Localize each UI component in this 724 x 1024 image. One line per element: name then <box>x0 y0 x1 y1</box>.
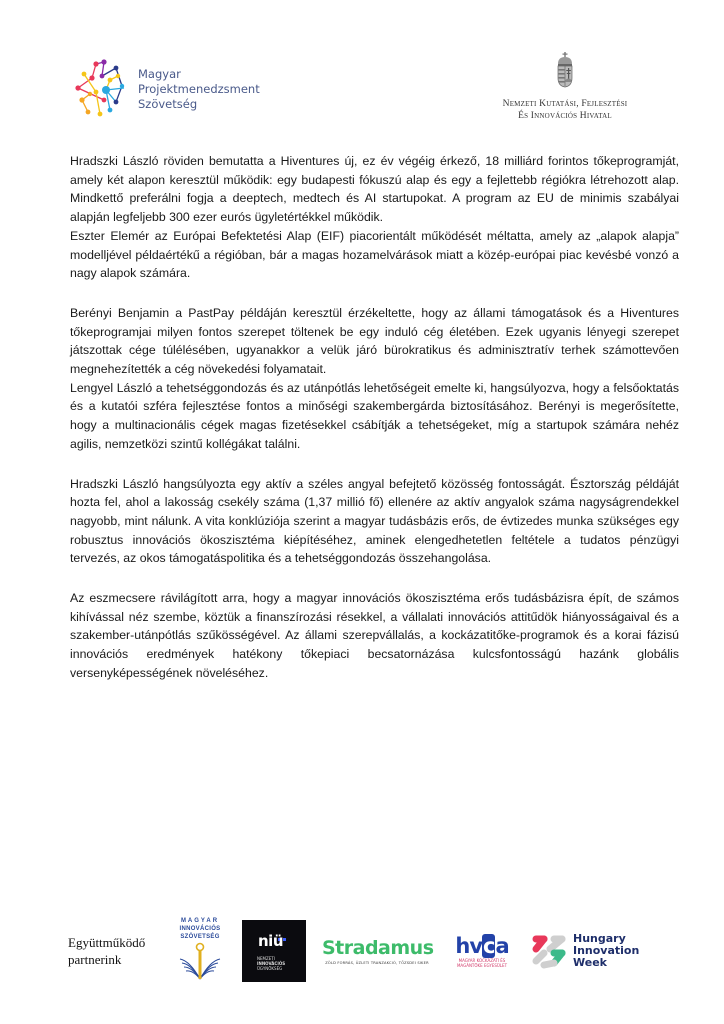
hvca-c: c <box>483 934 495 958</box>
hiw-line-3: Week <box>573 956 607 969</box>
network-logo-icon <box>70 58 130 120</box>
mpsz-name <box>138 67 260 112</box>
mis-logo <box>178 917 222 986</box>
stradamus-logo <box>322 937 432 965</box>
stradamus-tagline: ZÖLD FORRÁS, ÜZLETI TRANZAKCIÓ, TŐZSDEI SIKER <box>325 961 429 965</box>
mis-line-2: INNOVÁCIÓS <box>179 925 221 932</box>
nkfih-line-1: Nemzeti Kutatási, Fejlesztési <box>502 99 628 109</box>
hvca-subtitle <box>446 958 518 968</box>
partners-label <box>68 934 168 968</box>
hvca-line-1: MAGYAR KOCKÁZATI ÉS <box>458 958 506 963</box>
mis-line-1: MAGYAR <box>180 917 220 924</box>
partners-footer <box>68 912 688 990</box>
coat-of-arms-icon <box>555 52 575 88</box>
nkfih-line-2: És Innovációs Hivatal <box>518 111 612 121</box>
book-emblem-icon <box>178 941 222 981</box>
niu-mark: niü <box>258 932 283 950</box>
hiw-dots-icon <box>530 931 568 971</box>
hvca-line-2: MAGÁNTŐKE EGYESÜLET <box>456 963 508 968</box>
niu-logo <box>242 920 306 982</box>
hiw-line-1: Hungary <box>573 932 626 945</box>
paragraph-3: Berényi Benjamin a PastPay példáján keresztül érzékeltette, hogy az állami támogatások és a Hiventures tőkeprogramjai milyen fontos szerepet töltenek be egy induló cég életében. Ezek ugyanis lényegi szerepet játszottak cége túlélésében, ugyanakkor a velük járó bürokratikus és adminisztratív terhek számottevően megnehezítették a cég növekedési folyamatait. <box>70 305 679 377</box>
mis-line-3: SZÖVETSÉG <box>180 933 220 940</box>
partners-label-line-2: partnerink <box>68 952 122 967</box>
nkfih-logo <box>490 52 640 122</box>
mpsz-line-3: Szövetség <box>138 96 198 111</box>
mpsz-line-1: Magyar <box>138 66 181 81</box>
hvca-logo <box>446 934 518 968</box>
hiw-logo <box>530 931 639 971</box>
paragraph-4: Lengyel László a tehetséggondozás és az utánpótlás lehetőségeit emelte ki, hangsúlyozva, hogy a felsőoktatás és a kutatói szféra fejlesztése fontos a minőségi szakembergárda biztosításához. Berényi is megerősítette, hogy a multinacionális cégek magas fizetésekkel csábítják a tehetségeket, míg a startupok számára nehéz agilis, nemzetközi szintű kollégákat találni. <box>70 380 679 451</box>
niu-line-2: INNOVÁCIÓS <box>257 961 286 966</box>
mpsz-logo <box>70 58 260 120</box>
niu-subtitle <box>257 956 285 971</box>
mpsz-line-2: Projektmenedzsment <box>138 81 260 96</box>
hiw-line-2: Innovation <box>573 944 640 957</box>
paragraph-6: Az eszmecsere rávilágított arra, hogy a magyar innovációs ökoszisztéma erős tudásbázisra épít, de számos kihívással néz szembe, köztük a finanszírozási résekkel, a vállalati innovációs attitűdök hiányosságaival és a szakember-utánpótlás szűkösségével. Az állami szerepvállalás, a kockázatitőke-programok és a korai fázisú innovációs eredmények hatékony tőkepiaci becsatornázása kulcsfontosságú hazánk globális versenyképességének növeléséhez. <box>70 591 679 680</box>
hvca-name <box>446 934 518 958</box>
page-header <box>0 0 724 140</box>
paragraph-2: Eszter Elemér az Európai Befektetési Alap (EIF) piacorientált működését méltatta, amely az „alapok alapja” modelljével példaértékű a régióban, bár a magas hozamelvárások miatt a közép-európai piac kevésbé vonzó a nagy alapok számára. <box>70 228 679 281</box>
nkfih-name <box>490 98 640 122</box>
hvca-v: v <box>469 934 483 958</box>
hvca-a: a <box>495 934 509 958</box>
hvca-h: h <box>455 934 470 958</box>
paragraph-5: Hradszki László hangsúlyozta egy aktív a széles angyal befejtető közösség fontosságát. Észtország példáját hozta fel, ahol a lakosság csekély száma (1,37 millió fő) ellenére az aktív angyalok száma nagyságrendekkel nagyobb, mint nálunk. A vita konklúziója szerint a magyar tudásbázis erős, de évtizedes munka szükséges egy robusztus innovációs ökoszisztéma kiépítéséhez, aminek elengedhetetlen feltétele a tudatos pénzügyi tervezés, az okos támogatáspolitika és a tehetséggondozás összehangolása. <box>70 476 679 566</box>
article-body <box>70 152 679 704</box>
paragraph-1: Hradszki László röviden bemutatta a Hiventures új, ez év végéig érkező, 18 milliárd forintos tőkeprogramját, amely két alapon keresztül működik: egy budapesti fókuszú alap és egy a fejlettebb régiókra létrehozott alap. Mindkettő preferálni fogja a deeptech, medtech és AI startupokat. A program az EU de minimis szabályai alapján legfeljebb 300 ezer eurós ügyletértékkel működik. <box>70 154 679 225</box>
niu-line-3: ÜGYNÖKSÉG <box>257 966 283 971</box>
niu-dots-icon <box>278 928 288 931</box>
stradamus-name: Stradamus <box>322 937 434 959</box>
partners-label-line-1: Együttműködő <box>68 935 146 950</box>
niu-line-1: NEMZETI <box>257 956 275 961</box>
hiw-name <box>573 933 639 969</box>
